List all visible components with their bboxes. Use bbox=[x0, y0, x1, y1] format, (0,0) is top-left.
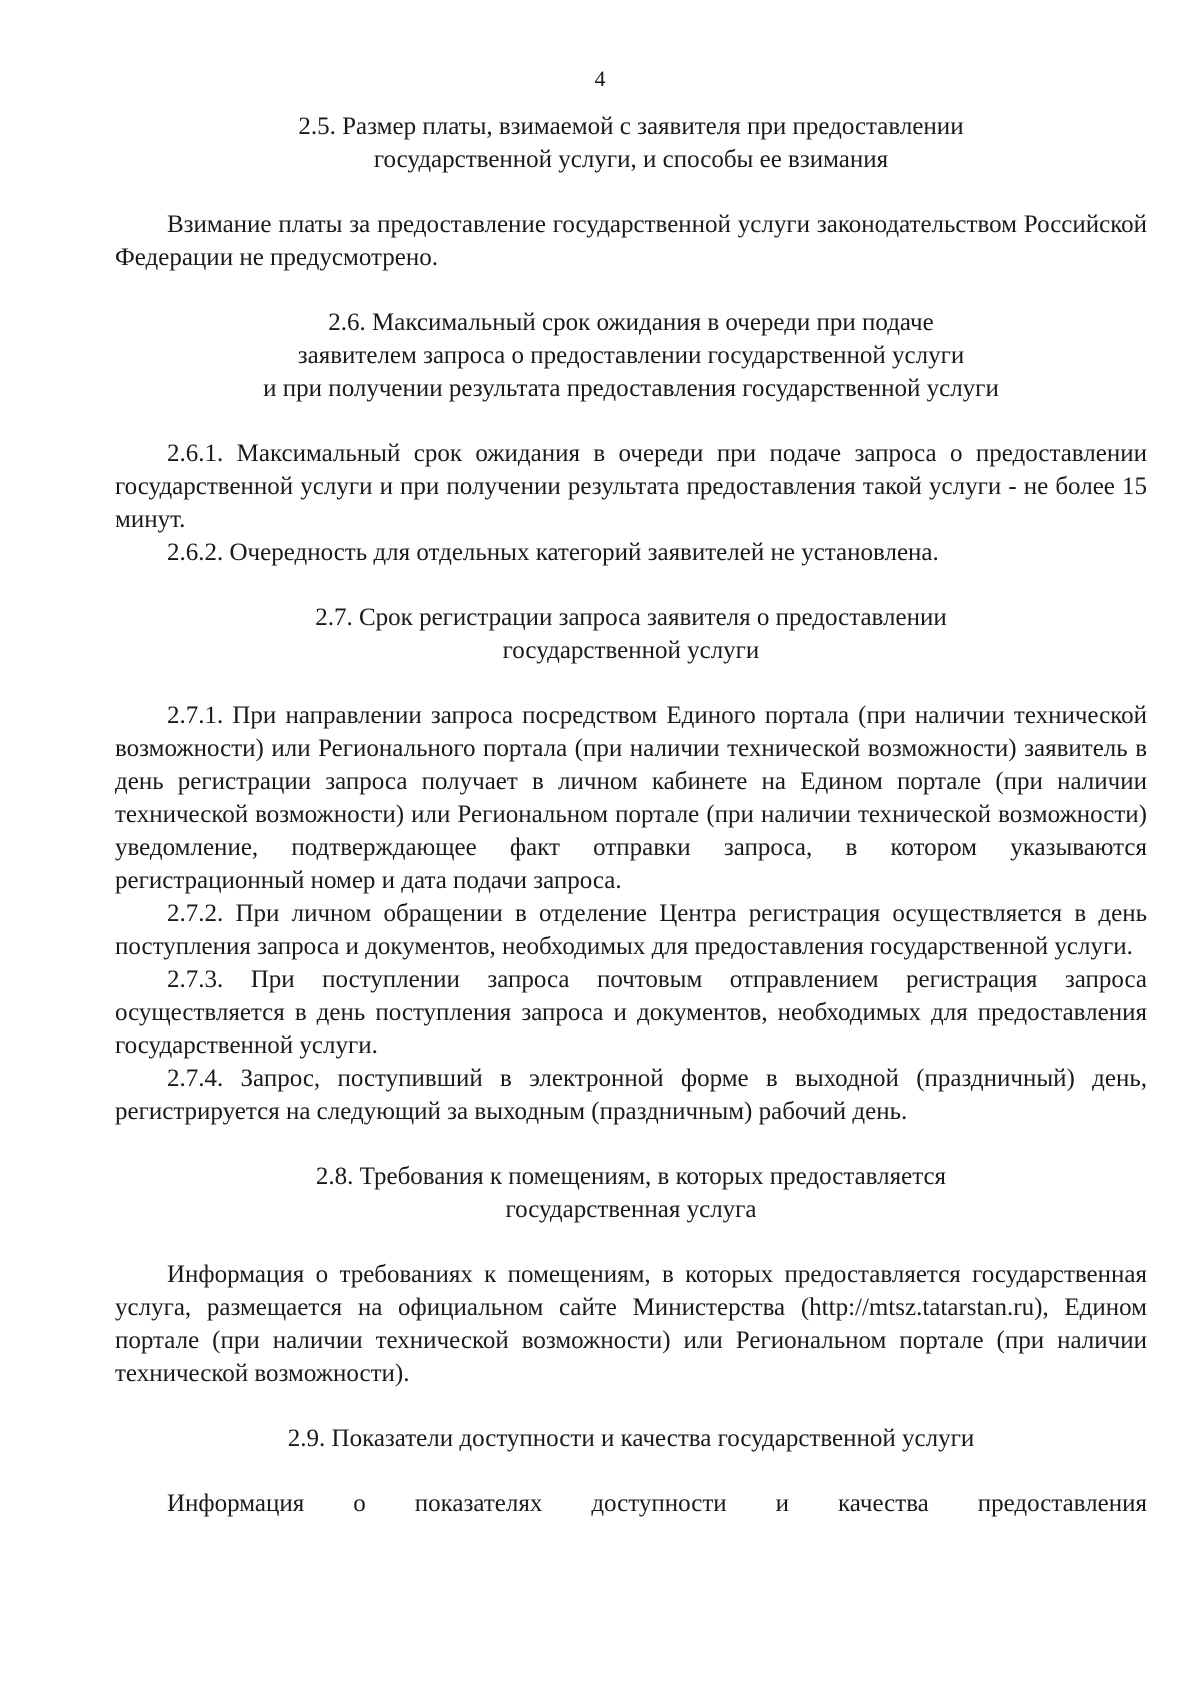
heading-line: 2.6. Максимальный срок ожидания в очереди при подаче bbox=[328, 309, 934, 336]
heading-line: заявителем запроса о предоставлении государственной услуги bbox=[297, 342, 965, 369]
heading-line: 2.8. Требования к помещениям, в которых предоставляется bbox=[315, 1163, 947, 1190]
heading-line: и при получении результата предоставления государственной услуги bbox=[263, 375, 999, 402]
paragraph-2-7-2: 2.7.2. При личном обращении в отделение Центра регистрация осуществляется в день поступления запроса и документов, необходимых для предоставления государственной услуги. bbox=[115, 900, 1147, 960]
paragraph-2-6-2: 2.6.2. Очередность для отдельных категорий заявителей не установлена. bbox=[167, 539, 939, 566]
document-body bbox=[115, 110, 1147, 1520]
paragraph-2-8: Информация о требованиях к помещениям, в которых предоставляется государственная услуга, размещается на официальном сайте Министерства (http://mtsz.tatarstan.ru), Едином портале (при наличии технической возможности) или Региональном портале (при наличии технической возможности). bbox=[115, 1261, 1147, 1387]
paragraph-2-7-3: 2.7.3. При поступлении запроса почтовым отправлением регистрация запроса осуществляется в день поступления запроса и документов, необходимых для предоставления государственной услуги. bbox=[115, 966, 1147, 1059]
heading-line: государственная услуга bbox=[505, 1196, 757, 1223]
heading-line: 2.9. Показатели доступности и качества государственной услуги bbox=[287, 1425, 975, 1452]
section-heading-2-5 bbox=[115, 110, 1147, 176]
paragraph-2-6-1: 2.6.1. Максимальный срок ожидания в очереди при подаче запроса о предоставлении государственной услуги и при получении результата предоставления такой услуги - не более 15 минут. bbox=[115, 440, 1147, 533]
page-number: 4 bbox=[594, 66, 606, 91]
heading-line: 2.7. Срок регистрации запроса заявителя о предоставлении bbox=[315, 604, 947, 631]
heading-line: государственной услуги, и способы ее взимания bbox=[373, 146, 889, 173]
section-heading-2-6 bbox=[115, 306, 1147, 405]
paragraph-2-7-1: 2.7.1. При направлении запроса посредством Единого портала (при наличии технической возможности) или Регионального портала (при наличии технической возможности) заявитель в день регистрации запроса получает в личном кабинете на Едином портале (при наличии технической возможности) или Региональном портале (при наличии технической возможности) уведомление, подтверждающее факт отправки запроса, в котором указываются регистрационный номер и дата подачи запроса. bbox=[115, 702, 1147, 894]
section-heading-2-7 bbox=[115, 601, 1147, 667]
section-heading-2-8 bbox=[115, 1160, 1147, 1226]
section-heading-2-9 bbox=[115, 1422, 1147, 1455]
heading-line: 2.5. Размер платы, взимаемой с заявителя при предоставлении bbox=[298, 113, 964, 140]
paragraph-2-7-4: 2.7.4. Запрос, поступивший в электронной форме в выходной (праздничный) день, регистрируется на следующий за выходным (праздничным) рабочий день. bbox=[115, 1065, 1147, 1125]
paragraph-2-9: Информация о показателях доступности и качества предоставления bbox=[167, 1490, 1147, 1517]
paragraph-2-5: Взимание платы за предоставление государственной услуги законодательством Российской Федерации не предусмотрено. bbox=[115, 211, 1147, 271]
heading-line: государственной услуги bbox=[502, 637, 760, 664]
